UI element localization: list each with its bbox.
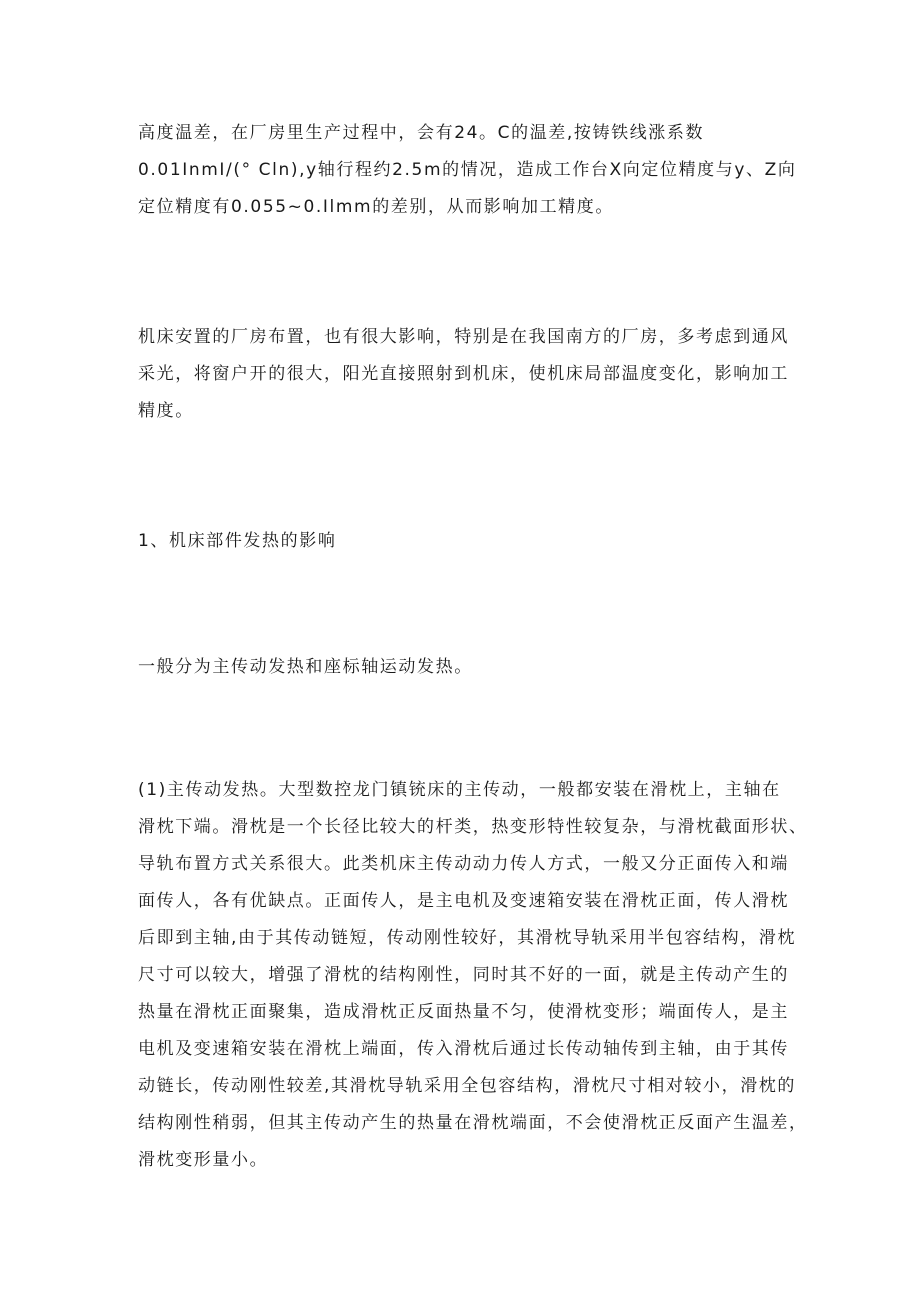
paragraph-heat-sources (138, 649, 798, 686)
text-line: 后即到主轴,由于其传动链短，传动刚性较好，其滑枕导轨采用半包容结构，滑枕 (138, 928, 797, 948)
text-line: 机床安置的厂房布置，也有很大影响，特别是在我国南方的厂房，多考虑到通风 (138, 327, 789, 347)
text-line: 面传人，各有优缺点。正面传人，是主电机及变速箱安装在滑枕正面，传人滑枕 (138, 891, 789, 911)
paragraph-workshop-layout (138, 319, 798, 430)
text-line: 动链长，传动刚性较差,其滑枕导轨采用全包容结构，滑枕尺寸相对较小，滑枕的 (138, 1076, 797, 1096)
paragraph-thermal-difference (138, 115, 798, 226)
text-line: 一般分为主传动发热和座标轴运动发热。 (138, 657, 473, 677)
text-line: 电机及变速箱安装在滑枕上端面，传入滑枕后通过长传动轴传到主轴，由于其传 (138, 1039, 789, 1059)
text-line: 0.01InmI/(° Cln),y轴行程约2.5m的情况，造成工作台X向定位精度与y、Z向 (138, 160, 797, 180)
paragraph-main-drive-heating (138, 772, 808, 1179)
heading-text: 1、机床部件发热的影响 (138, 531, 337, 551)
text-line: (1)主传动发热。大型数控龙门镇铳床的主传动，一般都安装在滑枕上，主轴在 (138, 780, 781, 800)
text-line: 高度温差，在厂房里生产过程中，会有24。C的温差,按铸铁线涨系数 (138, 123, 705, 143)
text-line: 滑枕下端。滑枕是一个长径比较大的杆类，热变形特性较复杂，与滑枕截面形状、 (138, 817, 808, 837)
section-heading (138, 523, 798, 560)
text-line: 采光，将窗户开的很大，阳光直接照射到机床，使机床局部温度变化，影响加工 (138, 364, 789, 384)
text-line: 尺寸可以较大，增强了滑枕的结构刚性，同时其不好的一面，就是主传动产生的 (138, 965, 789, 985)
text-line: 结构刚性稍弱，但其主传动产生的热量在滑枕端面，不会使滑枕正反面产生温差， (138, 1113, 808, 1133)
text-line: 精度。 (138, 401, 194, 421)
text-line: 定位精度有0.055~0.Ilmm的差别，从而影响加工精度。 (138, 197, 614, 217)
text-line: 导轨布置方式关系很大。此类机床主传动动力传人方式，一般又分正面传入和端 (138, 854, 789, 874)
text-line: 滑枕变形量小。 (138, 1150, 269, 1170)
text-line: 热量在滑枕正面聚集，造成滑枕正反面热量不匀，使滑枕变形；端面传人，是主 (138, 1002, 789, 1022)
